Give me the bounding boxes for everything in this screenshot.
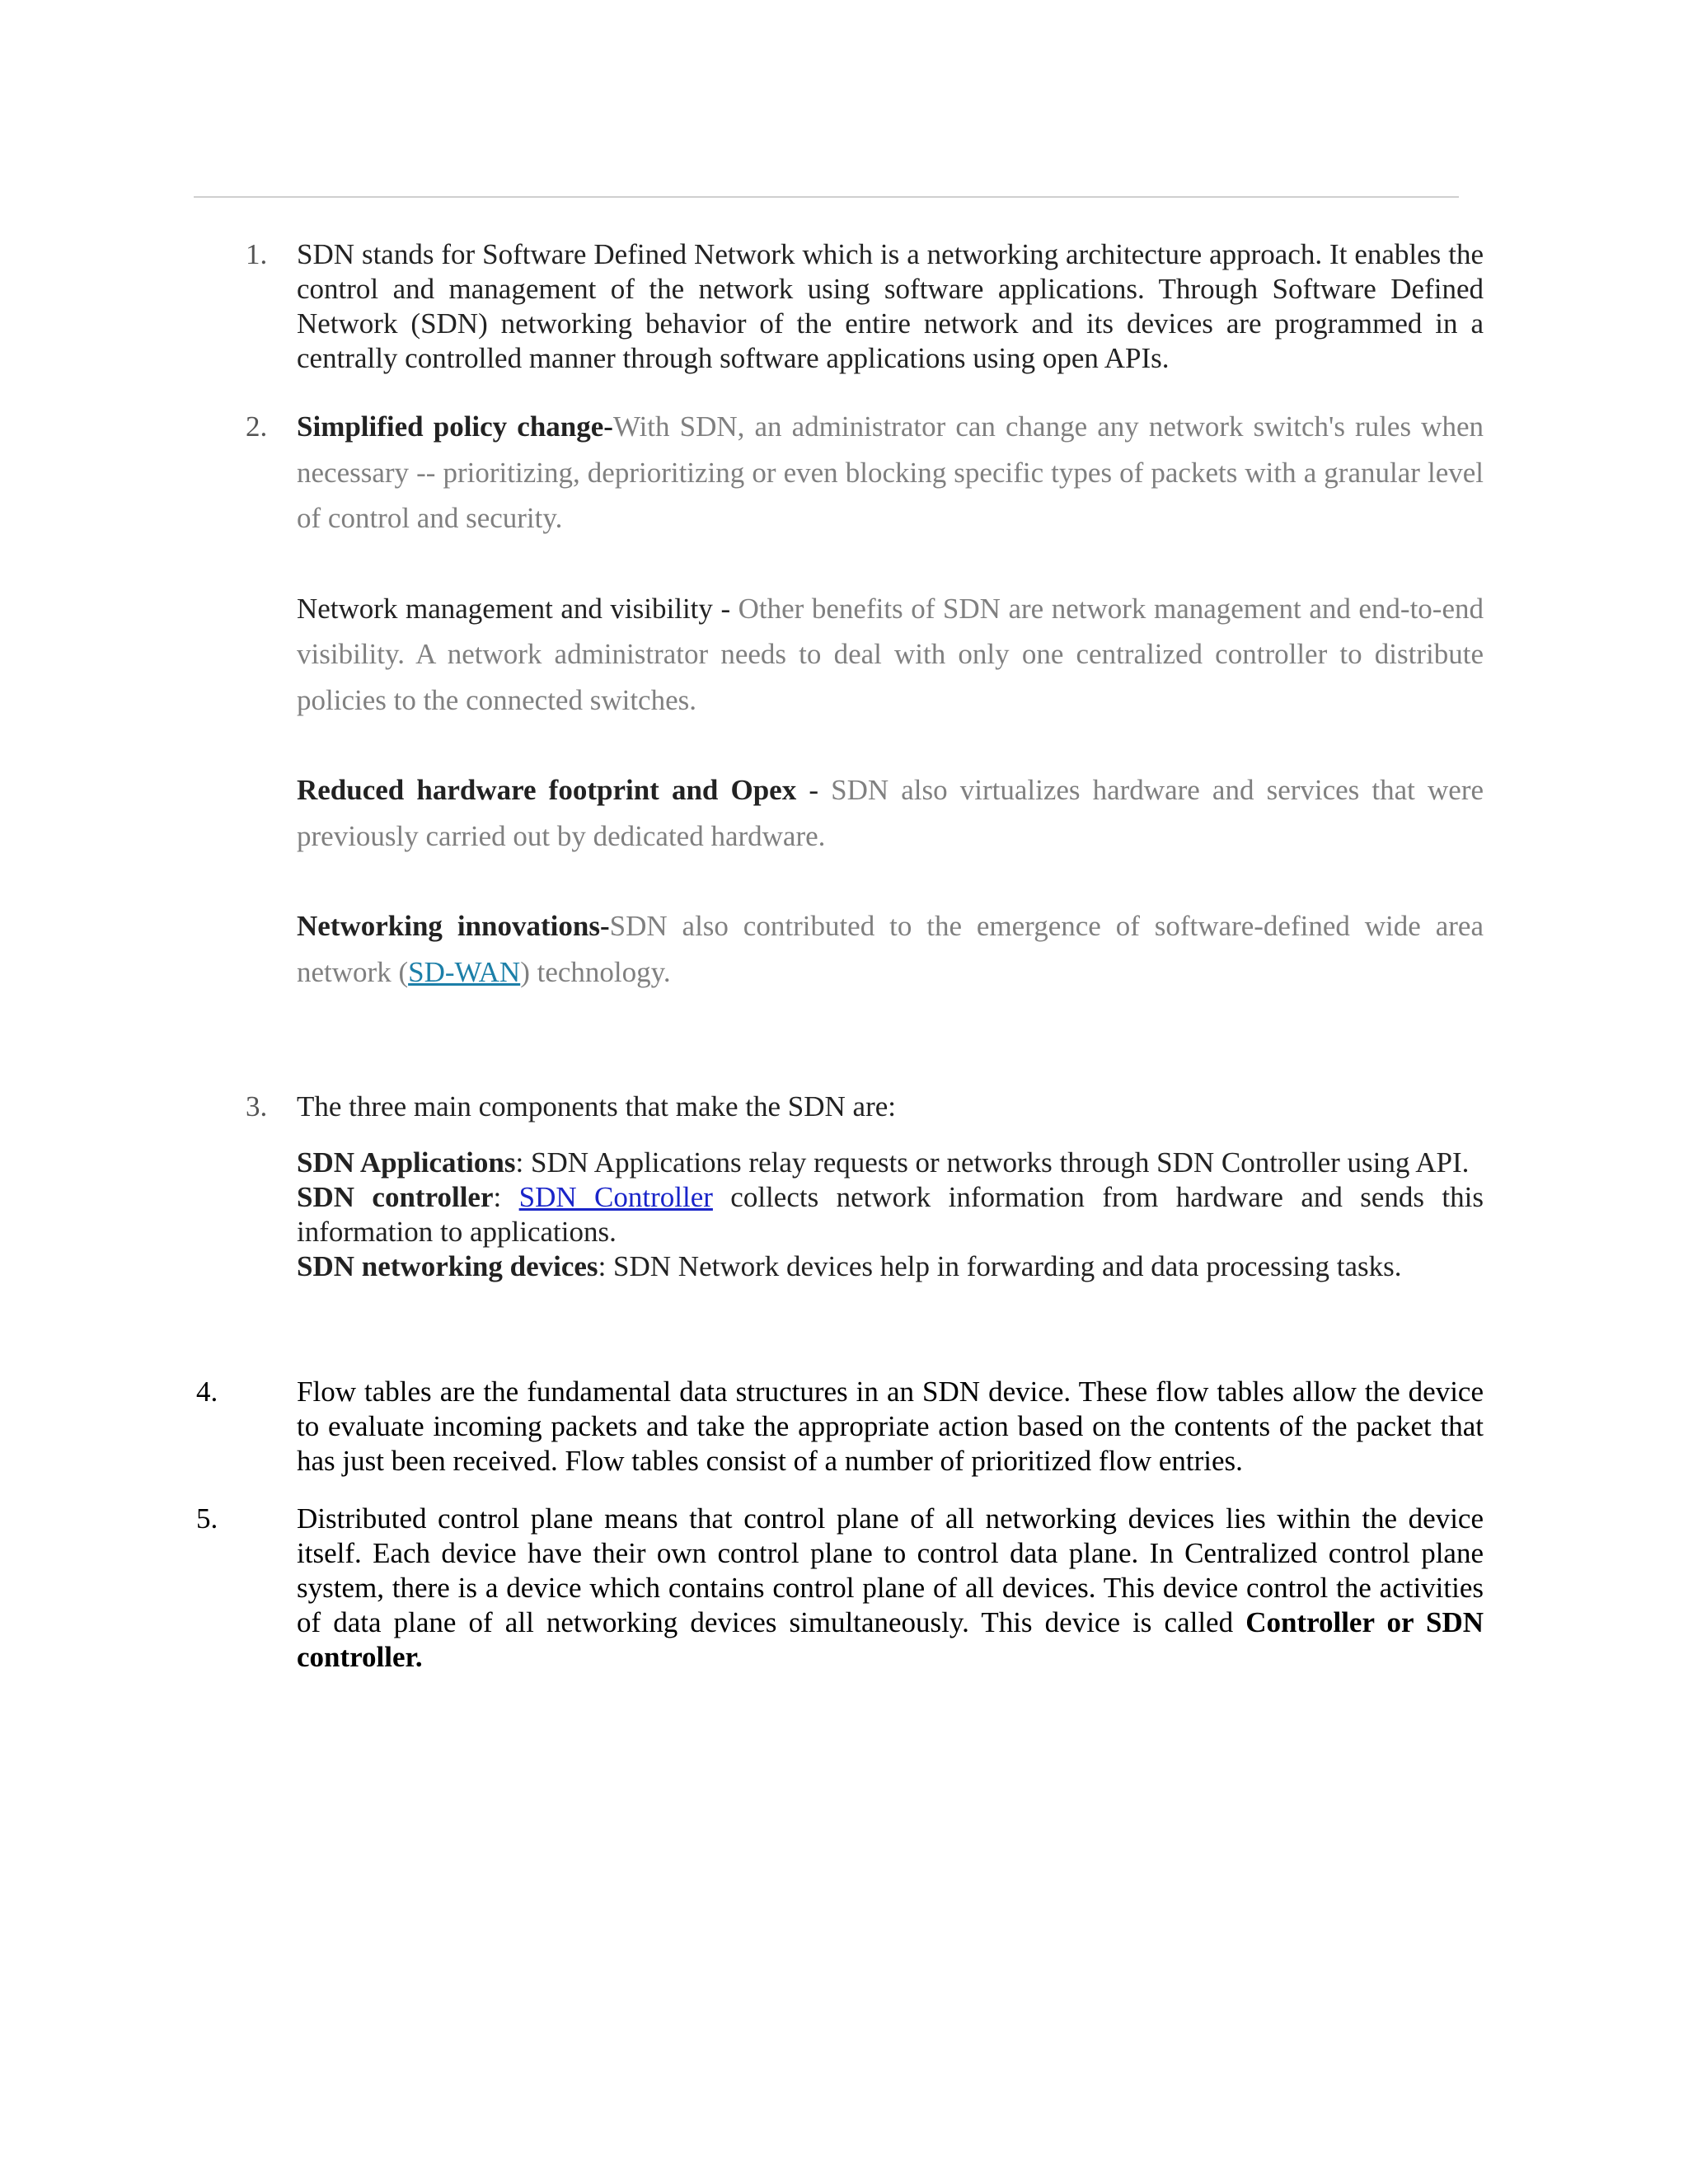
benefit-heading: Network management and visibility -: [297, 592, 731, 625]
benefit-text: With SDN, an administrator can change any network switch's rules when necessary -- prioritizing, deprioritizing or even blocking specific types of packets with a granular level of control and security.: [297, 410, 1484, 534]
list-number-3: 3.: [246, 1090, 268, 1122]
benefit-reduced-hardware: [297, 767, 1484, 859]
component-term: SDN controller: [297, 1181, 494, 1213]
list-number-4: 4.: [196, 1376, 218, 1408]
list-number-2: 2.: [246, 410, 268, 443]
component-networking-devices: [297, 1249, 1484, 1284]
paragraph: [297, 1502, 1484, 1675]
benefit-text: SDN also virtualizes hardware and services that were previously carried out by dedicated hardware.: [297, 774, 1484, 852]
benefit-network-management: [297, 586, 1484, 724]
header-divider: [194, 196, 1459, 198]
benefit-text-end: ) technology.: [520, 955, 671, 988]
sd-wan-link[interactable]: SD-WAN: [408, 955, 521, 988]
component-term: SDN networking devices: [297, 1250, 598, 1282]
benefit-text: Other benefits of SDN are network management and end-to-end visibility. A network administrator needs to deal with only one centralized controller to distribute policies to the connected switches.: [297, 592, 1484, 716]
component-colon: :: [493, 1181, 519, 1213]
paragraph: Flow tables are the fundamental data structures in an SDN device. These flow tables allow the device to evaluate incoming packets and take the appropriate action based on the contents of the packet that has just been received. Flow tables consist of a number of prioritized flow entries.: [297, 1376, 1484, 1477]
component-controller: [297, 1180, 1484, 1249]
benefit-simplified-policy: [297, 404, 1484, 541]
list-number-5: 5.: [196, 1502, 218, 1535]
benefit-heading: Reduced hardware footprint and Opex: [297, 774, 797, 806]
controller-emphasis: Controller or SDN controller.: [297, 1606, 1484, 1673]
control-plane-text: [297, 1502, 1484, 1675]
benefit-text: SDN also contributed to the emergence of software-defined wide area network (: [297, 910, 1484, 988]
flow-tables-text: [297, 1375, 1484, 1479]
sdn-benefits: [297, 404, 1484, 995]
benefit-separator: -: [796, 774, 832, 806]
benefit-heading: Simplified policy change-: [297, 410, 613, 443]
component-text: : SDN Applications relay requests or networks through SDN Controller using API.: [515, 1146, 1470, 1179]
sdn-components: [297, 1090, 1484, 1284]
sdn-controller-link[interactable]: SDN Controller: [518, 1181, 713, 1213]
sdn-definition-text: [297, 237, 1484, 376]
list-number-1: 1.: [246, 238, 268, 270]
control-plane-sentence: Distributed control plane means that control plane of all networking devices lies within the device itself. Each device have their own control plane to control data plane. In Centralized control plane system, there is a device which contains control plane of all devices. This device control the activities of data plane of all networking devices simultaneously. This device is called: [297, 1502, 1484, 1638]
component-text: : SDN Network devices help in forwarding and data processing tasks.: [598, 1250, 1402, 1282]
components-intro: The three main components that make the SDN are:: [297, 1090, 896, 1122]
benefit-networking-innovations: [297, 903, 1484, 995]
component-term: SDN Applications: [297, 1146, 516, 1179]
component-text: collects network information from hardware and sends this information to applications.: [297, 1181, 1484, 1248]
benefit-heading: Networking innovations-: [297, 910, 610, 942]
component-applications: [297, 1146, 1484, 1180]
paragraph: SDN stands for Software Defined Network which is a networking architecture approach. It enables the control and management of the network using software applications. Through Software Defined Network (SDN) networking behavior of the entire network and its devices are programmed in a centrally controlled manner through software applications using open APIs.: [297, 238, 1484, 374]
